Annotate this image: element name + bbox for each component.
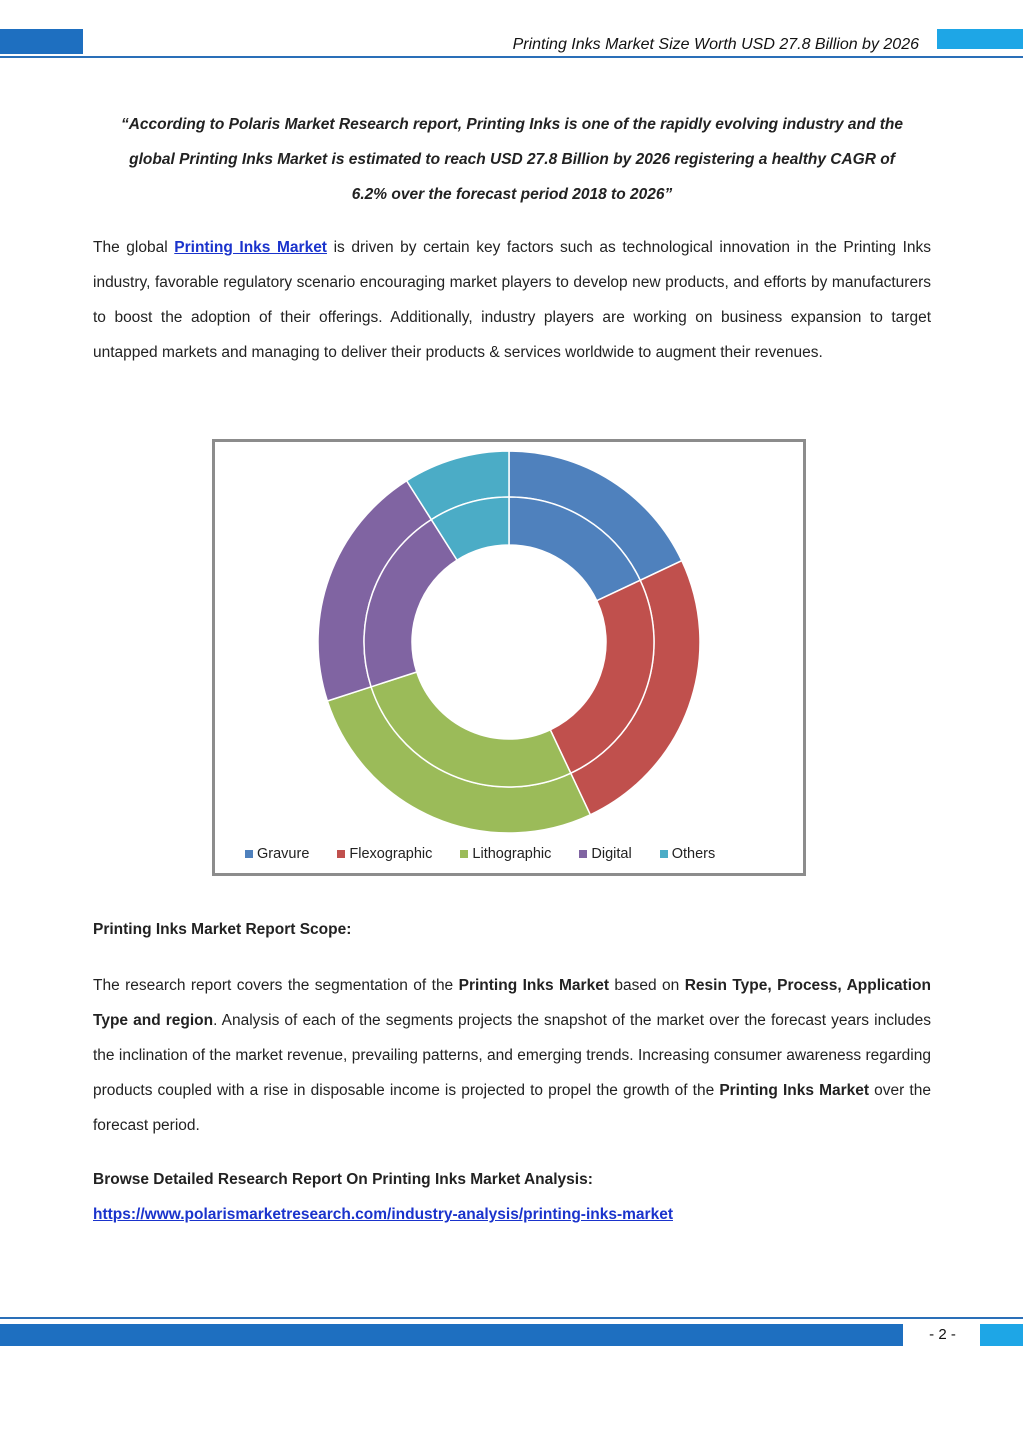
legend-item-others	[660, 846, 716, 862]
legend-swatch	[337, 850, 345, 858]
printing-inks-market-link[interactable]: Printing Inks Market	[174, 239, 327, 256]
legend-label: Flexographic	[349, 846, 433, 862]
header-rule	[0, 56, 1023, 58]
legend-label: Gravure	[257, 846, 310, 862]
browse-link-row	[93, 1197, 931, 1232]
legend-swatch	[660, 850, 668, 858]
quote-block	[93, 107, 931, 212]
legend-swatch	[245, 850, 253, 858]
legend-swatch	[579, 850, 587, 858]
footer-rule	[0, 1317, 1023, 1319]
browse-heading: Browse Detailed Research Report On Printing Inks Market Analysis:	[93, 1171, 593, 1188]
quote-line-2: global Printing Inks Market is estimated to reach USD 27.8 Billion by 2026 registering a healthy CAGR of	[129, 151, 895, 168]
donut-chart-svg	[215, 442, 803, 842]
report-url-link[interactable]: https://www.polarismarketresearch.com/industry-analysis/printing-inks-market	[93, 1206, 673, 1223]
scope-paragraph	[93, 968, 931, 1143]
scope-text-2: based on	[608, 977, 685, 994]
header-title: Printing Inks Market Size Worth USD 27.8 Billion by 2026	[512, 36, 919, 53]
legend-swatch	[460, 850, 468, 858]
legend-item-gravure	[245, 846, 309, 862]
legend-label: Digital	[591, 846, 632, 862]
scope-bold-3: Printing Inks Market	[719, 1082, 870, 1099]
chart-legend	[245, 846, 743, 862]
header-bar-right	[937, 29, 1023, 49]
header-bar-left	[0, 29, 83, 54]
legend-item-flexographic	[337, 846, 432, 862]
intro-paragraph	[93, 230, 931, 370]
footer-bar-right	[980, 1324, 1023, 1346]
quote-line-1: “According to Polaris Market Research report, Printing Inks is one of the rapidly evolving industry and the	[120, 116, 904, 133]
legend-label: Lithographic	[472, 846, 552, 862]
scope-heading: Printing Inks Market Report Scope:	[93, 921, 352, 938]
scope-text-1: The research report covers the segmentation of the	[93, 977, 459, 994]
footer-bar-left	[0, 1324, 903, 1346]
legend-item-lithographic	[460, 846, 551, 862]
donut-chart	[212, 439, 806, 876]
intro-text-post: is driven by certain key factors such as technological innovation in the Printing Inks industry, favorable regulatory scenario encouraging market players to develop new products, and efforts by manufacturers to boost the adoption of their offerings. Additionally, industry players are working on business expansion to target untapped markets and managing to deliver their products & services worldwide to augment their revenues.	[93, 239, 931, 361]
legend-label: Others	[671, 846, 716, 862]
legend-item-digital	[579, 846, 631, 862]
intro-text-pre: The global	[93, 239, 175, 256]
scope-text-3: . Analysis of each of the segments projects the snapshot of the market over the forecast years includes the inclination of the market revenue, prevailing patterns, and emerging trends. Increasing consumer awareness regarding products coupled with a rise in disposable income is projected to propel the growth of the	[93, 1012, 932, 1099]
scope-bold-1: Printing Inks Market	[458, 977, 609, 994]
quote-line-3: 6.2% over the forecast period 2018 to 2026”	[351, 186, 673, 203]
scope-text-4: over the forecast period.	[93, 1082, 931, 1134]
scope-bold-2: Resin Type, Process, Application Type and region	[93, 977, 931, 1029]
page-number: - 2 -	[929, 1326, 956, 1343]
